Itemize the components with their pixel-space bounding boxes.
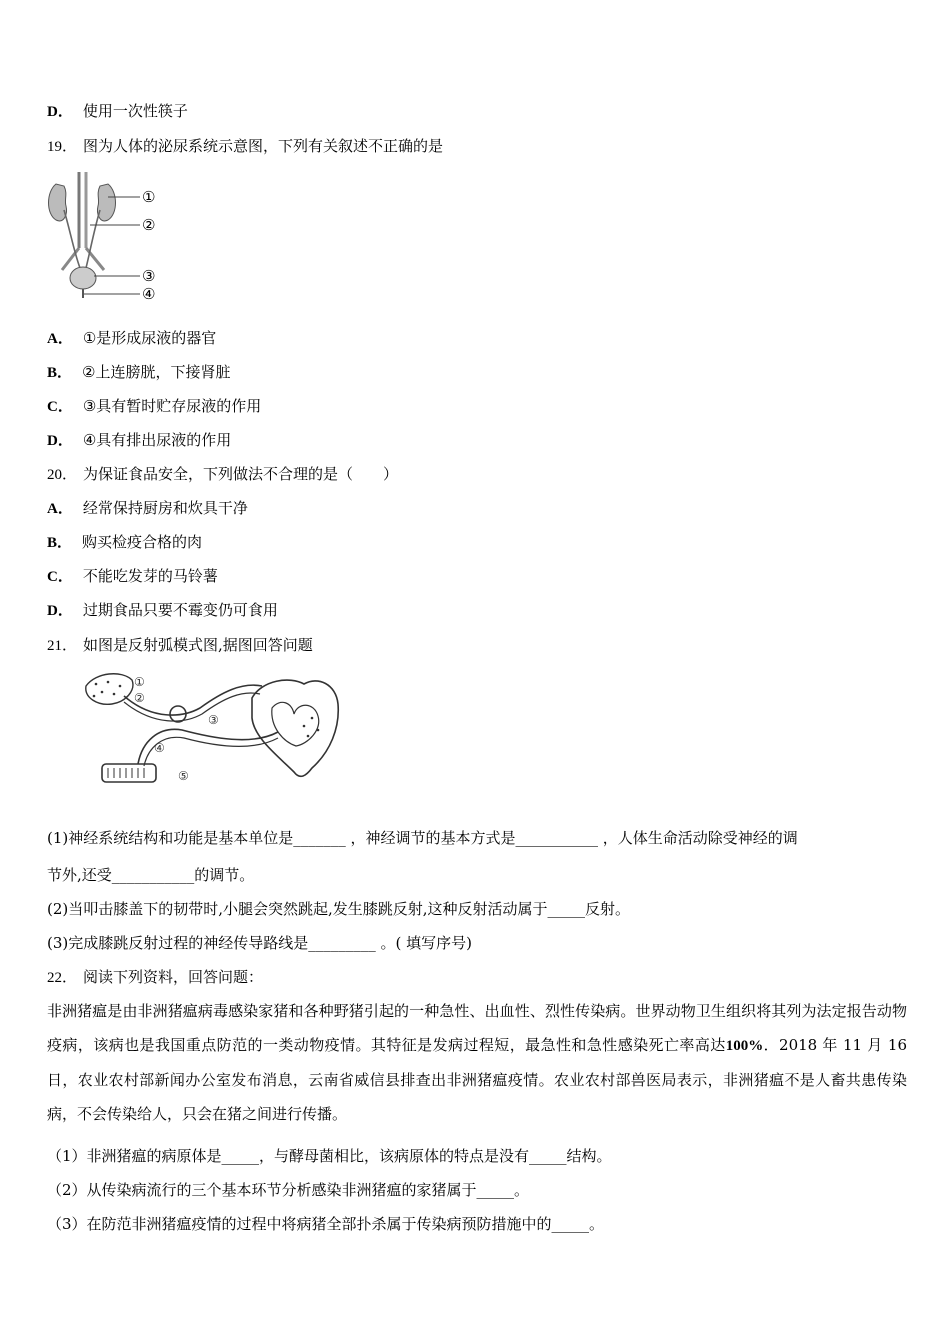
- q20-option-c: [47, 566, 218, 587]
- bladder: [70, 267, 96, 289]
- passage-text-1: 非洲猪瘟是由非洲猪瘟病毒感染家猪和各种野猪引起的一种急性、出血性、烈性传染病。世界动物卫生组织将其列为法定报告动物疫病，该病也是我国重点防范的一类动物疫情。其特征是发病过程短，最急性和急性感染死亡率高达: [47, 1002, 907, 1054]
- question-number: 22．: [47, 970, 78, 986]
- figure-label-4: ④: [154, 741, 165, 755]
- question-text: 为保证食品安全，下列做法不合理的是（ ）: [83, 465, 399, 483]
- receptor-skin: [86, 674, 133, 705]
- figure-label-4: ④: [142, 285, 156, 303]
- option-letter: D．: [47, 603, 73, 619]
- option-letter: D．: [47, 104, 73, 120]
- figure-label-2: ②: [142, 216, 156, 234]
- question-text: 如图是反射弧模式图,据图回答问题: [83, 636, 313, 654]
- q18-option-d: [47, 101, 188, 122]
- question-number: 19．: [47, 139, 78, 155]
- q19-option-a: [47, 328, 216, 349]
- option-letter: B．: [47, 365, 73, 381]
- q21-sub1-line2: 节外,还受___________的调节。: [47, 866, 255, 884]
- option-letter: A．: [47, 501, 73, 517]
- option-letter: D．: [47, 433, 73, 449]
- option-letter: C．: [47, 569, 73, 585]
- figure-label-3: ③: [142, 267, 156, 285]
- option-text: 购买检疫合格的肉: [82, 533, 203, 551]
- question-text: 图为人体的泌尿系统示意图，下列有关叙述不正确的是: [83, 137, 444, 155]
- option-text: 使用一次性筷子: [82, 102, 188, 120]
- option-text: ②上连膀胱，下接肾脏: [82, 363, 231, 381]
- spinal-cord: [252, 680, 338, 776]
- q19-stem: [47, 136, 443, 157]
- q21-sub1-line1: (1)神经系统结构和功能是基本单位是_______ ，神经调节的基本方式是___________ ，人体生命活动除受神经的调: [47, 829, 798, 847]
- right-kidney: [97, 184, 115, 221]
- question-text: 阅读下列资料，回答问题：: [83, 968, 264, 986]
- left-kidney: [49, 184, 67, 221]
- q20-option-b: [47, 532, 202, 553]
- urinary-system-figure: [44, 170, 174, 305]
- figure-label-1: ①: [134, 675, 145, 689]
- figure-label-2: ②: [134, 691, 145, 705]
- q20-option-d: [47, 600, 278, 621]
- option-letter: C．: [47, 399, 73, 415]
- q22-passage: [47, 994, 907, 1131]
- mortality-rate: 100%: [725, 1038, 764, 1054]
- passage-text-2: ．2018 年 11 月 16 日，农业农村部新闻办公室发布消息，云南省威信县排查出非洲猪瘟疫情。农业农村部兽医局表示，非洲猪瘟不是人畜共患传染病，不会传染给人，只会在猪之间进行传播。: [47, 1036, 908, 1123]
- option-text: ④具有排出尿液的作用: [82, 431, 232, 449]
- q21-sub3: (3)完成膝跳反射过程的神经传导路线是_________ 。( 填写序号): [47, 934, 472, 952]
- q22-stem: [47, 967, 263, 988]
- gray-matter: [272, 702, 319, 746]
- q22-sub1: （1）非洲猪瘟的病原体是_____，与酵母菌相比，该病原体的特点是没有_____结构。: [47, 1147, 612, 1165]
- question-number: 20．: [47, 467, 78, 483]
- figure-label-1: ①: [142, 188, 156, 206]
- right-ureter: [86, 210, 100, 268]
- q19-option-c: [47, 396, 261, 417]
- option-text: 过期食品只要不霉变仍可食用: [82, 601, 278, 619]
- effector-muscle: [102, 764, 156, 782]
- q22-sub2: （2）从传染病流行的三个基本环节分析感染非洲猪瘟的家猪属于_____。: [47, 1181, 530, 1199]
- option-text: 经常保持厨房和炊具干净: [82, 499, 248, 517]
- q20-stem: [47, 464, 398, 485]
- figure-label-5: ⑤: [178, 769, 189, 783]
- q19-option-d: [47, 430, 231, 451]
- option-letter: A．: [47, 331, 73, 347]
- q21-stem: [47, 635, 313, 656]
- option-text: ①是形成尿液的器官: [82, 329, 217, 347]
- question-number: 21．: [47, 638, 78, 654]
- q21-sub2: (2)当叩击膝盖下的韧带时,小腿会突然跳起,发生膝跳反射,这种反射活动属于_____反射。: [47, 900, 631, 918]
- figure-label-3: ③: [208, 713, 219, 727]
- q22-sub3: （3）在防范非洲猪瘟疫情的过程中将病猪全部扑杀属于传染病预防措施中的_____。: [47, 1215, 605, 1233]
- option-text: 不能吃发芽的马铃薯: [82, 567, 218, 585]
- reflex-arc-figure: [82, 668, 340, 798]
- q20-option-a: [47, 498, 248, 519]
- option-letter: B．: [47, 535, 73, 551]
- option-text: ③具有暂时贮存尿液的作用: [82, 397, 262, 415]
- q19-option-b: [47, 362, 230, 383]
